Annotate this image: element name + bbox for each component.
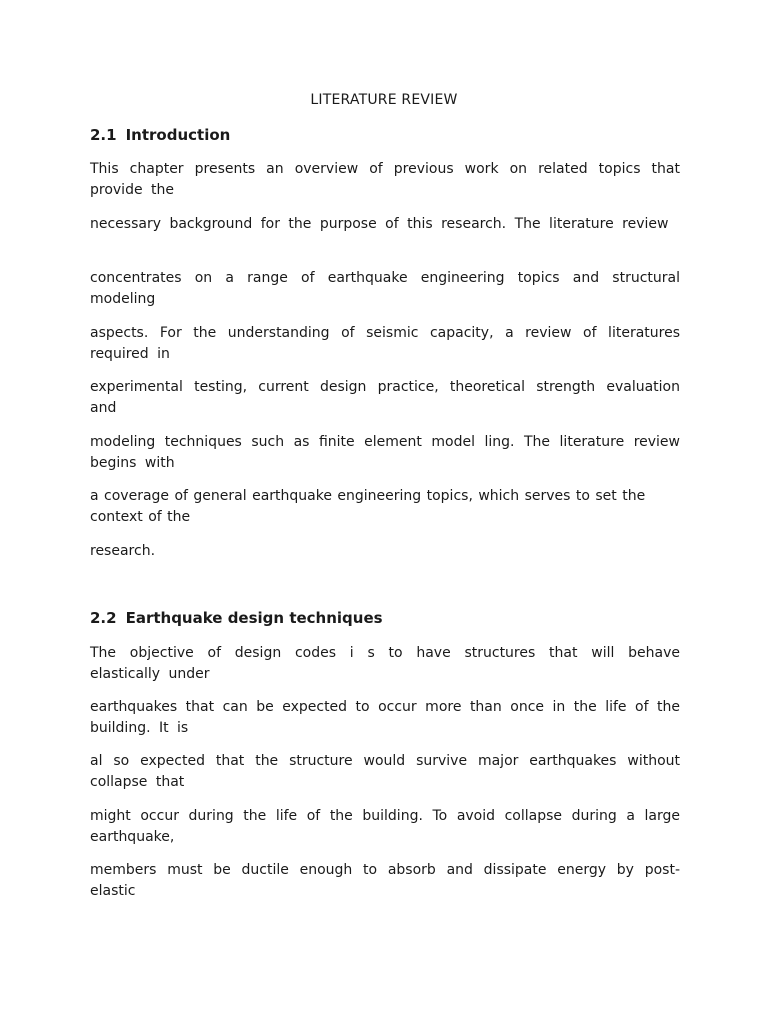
paragraph: research. bbox=[90, 543, 156, 559]
paragraph: The objective of design codes i s to have structures that will behave elastically under bbox=[90, 645, 680, 682]
paragraph: a coverage of general earthquake engineering topics, which serves to set the context of the bbox=[90, 488, 646, 525]
section-heading-introduction bbox=[90, 126, 230, 144]
document-title: LITERATURE REVIEW bbox=[310, 92, 458, 108]
section-title: Earthquake design techniques bbox=[125, 609, 383, 627]
paragraph: members must be ductile enough to absorb and dissipate energy by post-elastic bbox=[90, 862, 680, 899]
paragraph: modeling techniques such as finite element model ling. The literature review begins with bbox=[90, 434, 680, 471]
paragraph: aspects. For the understanding of seismic capacity, a review of literatures required in bbox=[90, 325, 680, 362]
paragraph: al so expected that the structure would survive major earthquakes without collapse that bbox=[90, 753, 680, 790]
paragraph: concentrates on a range of earthquake engineering topics and structural modeling bbox=[90, 270, 680, 307]
section-title: Introduction bbox=[125, 126, 231, 144]
paragraph: earthquakes that can be expected to occur more than once in the life of the building. It is bbox=[90, 699, 680, 736]
paragraph: This chapter presents an overview of previous work on related topics that provide the bbox=[90, 161, 680, 198]
section-number: 2.1 bbox=[90, 126, 117, 144]
paragraph: might occur during the life of the building. To avoid collapse during a large earthquake, bbox=[90, 808, 680, 845]
section-number: 2.2 bbox=[90, 609, 117, 627]
section-heading-earthquake-design bbox=[90, 609, 383, 627]
paragraph: experimental testing, current design practice, theoretical strength evaluation and bbox=[90, 379, 680, 416]
paragraph: necessary background for the purpose of this research. The literature review bbox=[90, 216, 669, 232]
